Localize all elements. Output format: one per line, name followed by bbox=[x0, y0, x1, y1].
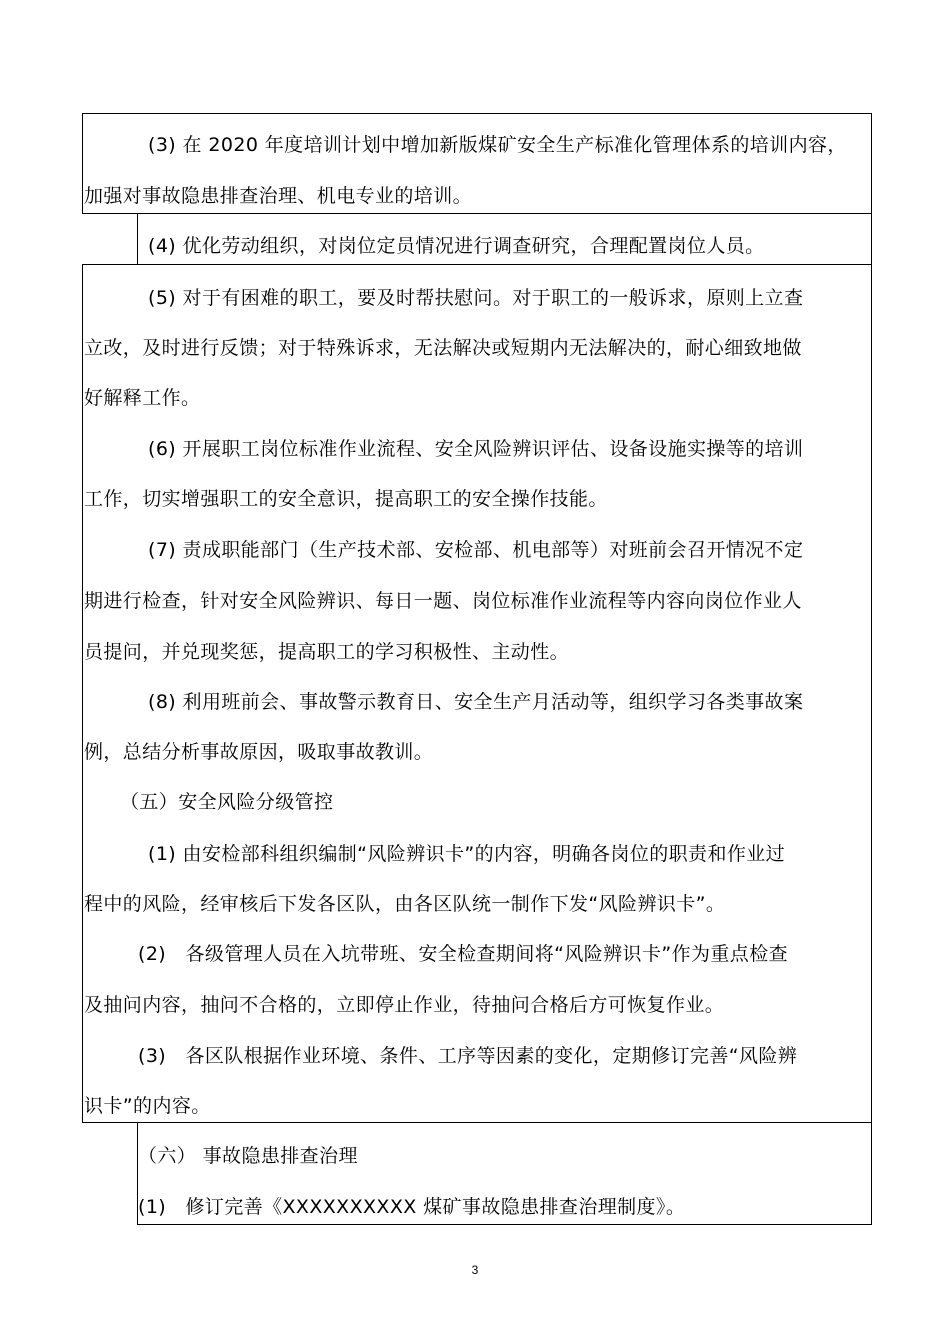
item-5-line-3: 好解释工作。 bbox=[84, 387, 201, 409]
item-7-line-1: (7) 责成职能部门（生产技术部、安检部、机电部等）对班前会召开情况不定 bbox=[148, 539, 804, 561]
section-6-item-1: (1) 修订完善《XXXXXXXXXX 煤矿事故隐患排查治理制度》。 bbox=[138, 1196, 686, 1218]
item-3-line-1: (3) 在 2020 年度培训计划中增加新版煤矿安全生产标准化管理体系的培训内容， bbox=[148, 134, 847, 156]
item-8-line-2: 例，总结分析事故原因，吸取事故教训。 bbox=[84, 741, 434, 763]
item-6-line-2: 工作，切实增强职工的安全意识，提高职工的安全操作技能。 bbox=[84, 488, 608, 510]
risk-3-line-1: (3) 各区队根据作业环境、条件、工序等因素的变化，定期修订完善“风险辨 bbox=[138, 1045, 798, 1067]
item-8-line-1: (8) 利用班前会、事故警示教育日、安全生产月活动等，组织学习各类事故案 bbox=[148, 691, 804, 713]
page-number: 3 bbox=[471, 1263, 479, 1277]
risk-3-line-2: 识卡”的内容。 bbox=[84, 1095, 211, 1117]
item-3-line-2: 加强对事故隐患排查治理、机电专业的培训。 bbox=[84, 185, 473, 207]
item-5-line-1: (5) 对于有困难的职工，要及时帮扶慰问。对于职工的一般诉求，原则上立查 bbox=[148, 287, 804, 309]
risk-2-line-1: (2) 各级管理人员在入坑带班、安全检查期间将“风险辨识卡”作为重点检查 bbox=[138, 943, 789, 965]
item-6-line-1: (6) 开展职工岗位标准作业流程、安全风险辨识评估、设备设施实操等的培训 bbox=[148, 438, 804, 460]
item-5-line-2: 立改，及时进行反馈；对于特殊诉求，无法解决或短期内无法解决的，耐心细致地做 bbox=[84, 337, 802, 359]
item-7-line-2: 期进行检查，针对安全风险辨识、每日一题、岗位标准作业流程等内容向岗位作业人 bbox=[84, 590, 802, 612]
section-5-heading: （五）安全风险分级管控 bbox=[120, 791, 334, 813]
risk-1-line-1: (1) 由安检部科组织编制“风险辨识卡”的内容，明确各岗位的职责和作业过 bbox=[148, 843, 786, 865]
section-6-heading: （六） 事故隐患排查治理 bbox=[138, 1145, 358, 1167]
item-4-line-1: (4) 优化劳动组织，对岗位定员情况进行调查研究，合理配置岗位人员。 bbox=[148, 235, 765, 257]
risk-1-line-2: 程中的风险，经审核后下发各区队，由各区队统一制作下发“风险辨识卡”。 bbox=[84, 893, 726, 915]
item-7-line-3: 员提问，并兑现奖惩，提高职工的学习积极性、主动性。 bbox=[84, 641, 570, 663]
risk-2-line-2: 及抽问内容，抽问不合格的，立即停止作业，待抽问合格后方可恢复作业。 bbox=[84, 994, 725, 1016]
